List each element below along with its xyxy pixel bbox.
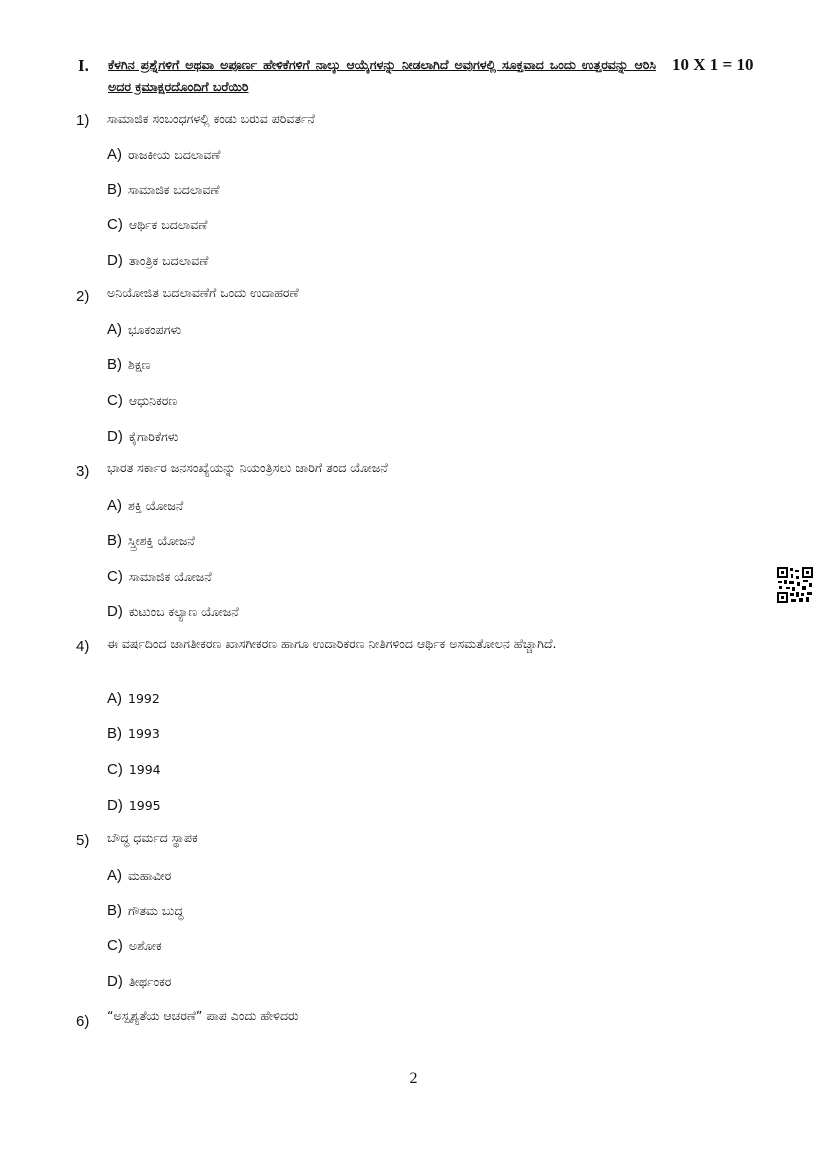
- option-letter: C): [107, 761, 123, 778]
- option-text: ಸಾಮಾಜಿಕ ಯೋಜನೆ: [128, 569, 212, 584]
- option-row: [107, 321, 181, 338]
- option-letter: B): [107, 181, 122, 198]
- question-number: 3): [76, 463, 90, 480]
- option-text: ಗೌತಮ ಬುದ್ಧ: [128, 903, 184, 918]
- qr-code-icon: [776, 566, 814, 604]
- option-letter: C): [107, 216, 123, 233]
- option-text: ಶಕ್ತಿ ಯೋಜನೆ: [128, 498, 184, 513]
- option-text: ಕುಟುಂಬ ಕಲ್ಯಾಣ ಯೋಜನೆ: [128, 604, 239, 619]
- option-row: [107, 937, 162, 954]
- option-letter: A): [107, 690, 122, 707]
- option-row: [107, 902, 183, 919]
- option-row: [107, 252, 208, 269]
- option-row: [107, 146, 220, 163]
- option-row: [107, 603, 239, 620]
- option-row: [107, 690, 160, 707]
- option-row: [107, 392, 177, 409]
- option-text: 1993: [128, 726, 160, 741]
- option-row: [107, 568, 212, 585]
- option-letter: C): [107, 392, 123, 409]
- question-text: ಬೌದ್ಧ ಧರ್ಮದ ಸ್ಥಾಪಕ: [107, 830, 198, 845]
- option-text: ಆಧುನಿಕರಣ: [128, 393, 178, 408]
- option-text: ತಾಂತ್ರಿಕ ಬದಲಾವಣೆ: [128, 253, 209, 268]
- section-marks: 10 X 1 = 10: [672, 55, 754, 74]
- option-text: 1994: [128, 762, 161, 777]
- option-row: [107, 356, 151, 373]
- option-row: [107, 797, 161, 814]
- option-row: [107, 725, 160, 742]
- question-number: 4): [76, 638, 90, 655]
- option-letter: D): [107, 797, 123, 814]
- section-number: I.: [78, 56, 89, 75]
- option-letter: B): [107, 356, 122, 373]
- question-number: 2): [76, 288, 90, 305]
- option-row: [107, 532, 195, 549]
- option-text: ಅಶೋಕ: [128, 938, 162, 953]
- question-text: “ಅಸ್ಪೃಶ್ಯತೆಯ ಆಚರಣೆ” ಪಾಪ ಎಂದು ಹೇಳಿದರು: [107, 1008, 299, 1023]
- option-row: [107, 216, 207, 233]
- option-text: ಶಿಕ್ಷಣ: [128, 357, 151, 372]
- option-row: [107, 428, 178, 445]
- option-letter: A): [107, 867, 122, 884]
- question-text: ಭಾರತ ಸರ್ಕಾರ ಜನಸಂಖ್ಯೆಯನ್ನು ನಿಯಂತ್ರಿಸಲು ಜಾರಿಗೆ ತಂದ ಯೋಜನೆ: [107, 460, 388, 475]
- option-row: [107, 497, 183, 514]
- option-text: ತೀರ್ಥಂಕರ: [128, 974, 172, 989]
- option-letter: A): [107, 497, 122, 514]
- page-number: 2: [409, 1070, 418, 1087]
- option-row: [107, 181, 220, 198]
- option-letter: D): [107, 603, 123, 620]
- option-letter: D): [107, 973, 123, 990]
- option-text: ರಾಜಕೀಯ ಬದಲಾವಣೆ: [128, 147, 221, 162]
- option-letter: B): [107, 725, 122, 742]
- question-text: ಸಾಮಾಜಿಕ ಸಂಬಂಧಗಳಲ್ಲಿ ಕಂಡು ಬರುವ ಪರಿವರ್ತನೆ: [107, 111, 315, 126]
- section-instruction: ಕೆಳಗಿನ ಪ್ರಶ್ನೆಗಳಿಗೆ ಅಥವಾ ಅಪೂರ್ಣ ಹೇಳಿಕೆಗಳಿಗೆ ನಾಲ್ಕು ಆಯ್ಕೆಗಳನ್ನು ನೀಡಲಾಗಿದೆ ಅವುಗಳಲ್ಲಿ ಸೂಕ್ತವಾದ ಒಂದು ಉತ್ತರವನ್ನು ಆರಿಸಿ ಅದರ ಕ್ರಮಾಕ್ಷರದೊಂದಿಗೆ ಬರೆಯಿರಿ: [108, 57, 656, 94]
- option-letter: B): [107, 532, 122, 549]
- option-row: [107, 973, 171, 990]
- question-number: 1): [76, 112, 90, 129]
- question-number: 5): [76, 832, 90, 849]
- option-letter: B): [107, 902, 122, 919]
- question-number: 6): [76, 1013, 90, 1030]
- option-letter: A): [107, 146, 122, 163]
- option-text: ಸಾಮಾಜಿಕ ಬದಲಾವಣೆ: [128, 182, 220, 197]
- option-letter: C): [107, 568, 123, 585]
- option-text: ಭೂಕಂಪಗಳು: [128, 322, 182, 337]
- option-row: [107, 761, 161, 778]
- option-letter: A): [107, 321, 122, 338]
- option-text: ಆರ್ಥಿಕ ಬದಲಾವಣೆ: [128, 217, 208, 232]
- option-text: ಮಹಾವೀರ: [128, 868, 172, 883]
- question-text: ಈ ವರ್ಷದಿಂದ ಜಾಗತೀಕರಣ ಖಾಸಗೀಕರಣ ಹಾಗೂ ಉದಾರಿಕರಣ ನೀತಿಗಳಿಂದ ಆರ್ಥಿಕ ಅಸಮತೋಲನ ಹೆಚ್ಚಾಗಿದೆ.: [107, 636, 557, 651]
- option-letter: D): [107, 428, 123, 445]
- option-text: 1995: [128, 798, 161, 813]
- option-letter: C): [107, 937, 123, 954]
- option-text: ಸ್ತ್ರೀಶಕ್ತಿ ಯೋಜನೆ: [128, 533, 195, 548]
- option-text: 1992: [128, 691, 160, 706]
- option-letter: D): [107, 252, 123, 269]
- option-text: ಕೈಗಾರಿಕೆಗಳು: [128, 429, 179, 444]
- question-text: ಅನಿಯೋಜಿತ ಬದಲಾವಣೆಗೆ ಒಂದು ಉದಾಹರಣೆ: [107, 285, 299, 300]
- option-row: [107, 867, 171, 884]
